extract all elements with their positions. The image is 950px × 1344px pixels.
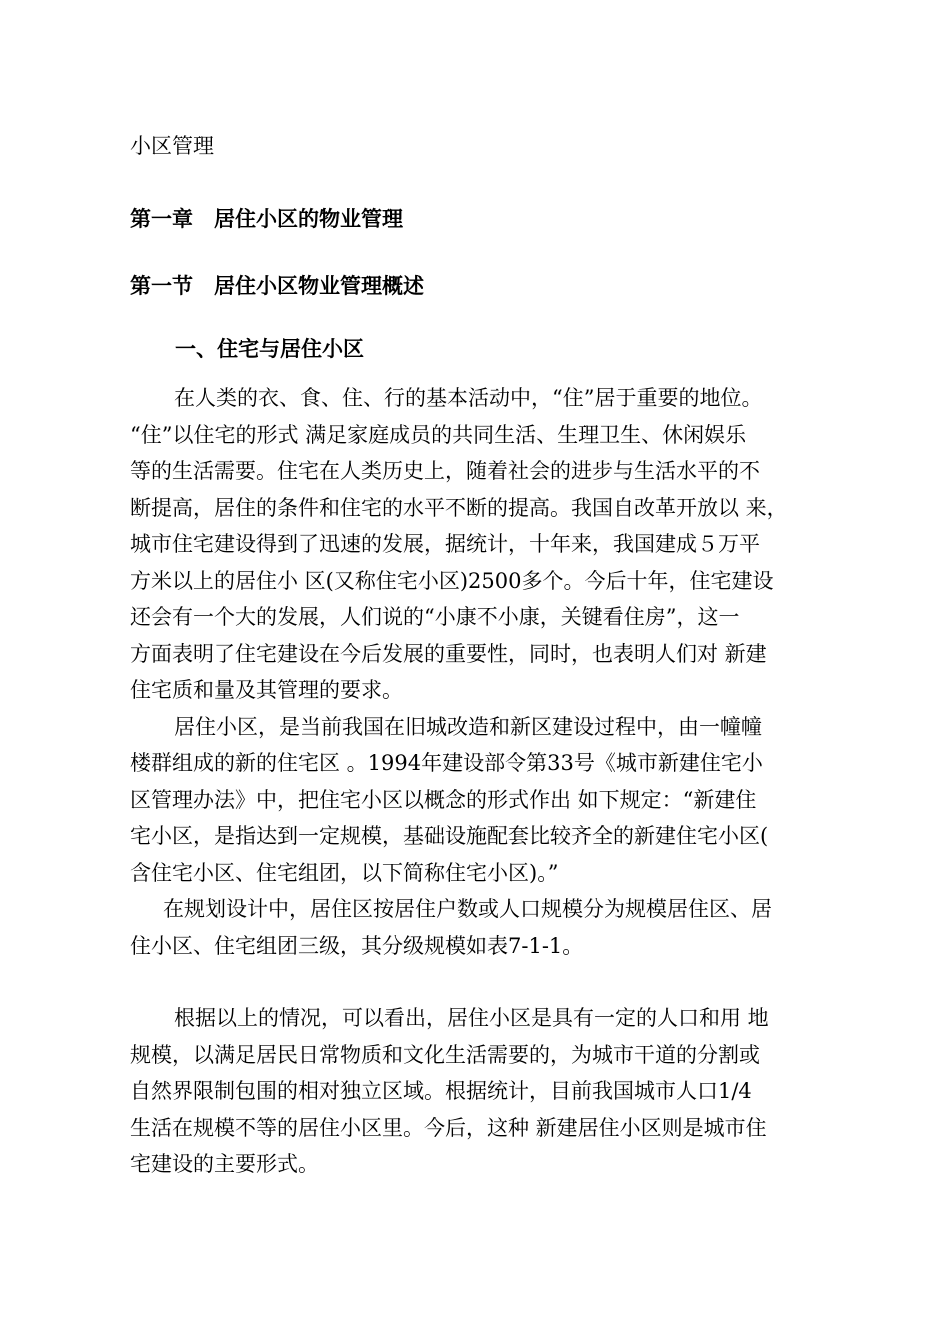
blank-space xyxy=(130,964,820,1000)
text-line: 根据以上的情况，可以看出，居住小区是具有一定的人口和用 地 xyxy=(174,1006,769,1030)
text-line: 规模，以满足居民日常物质和文化生活需要的，为城市干道的分割或 xyxy=(130,1042,760,1067)
paragraph-1 xyxy=(130,380,820,1183)
text-line: 方面表明了住宅建设在今后发展的重要性，同时，也表明人们对 新建 xyxy=(130,641,767,666)
text-line: 在规划设计中，居住区按居住户数或人口规模分为规模居住区、居 xyxy=(163,897,772,921)
text-line: 自然界限制包围的相对独立区域。根据统计，目前我国城市人口1/4 xyxy=(130,1079,752,1103)
section-heading: 第一节 居住小区物业管理概述 xyxy=(130,273,424,298)
text-line: “住”以住宅的形式 满足家庭成员的共同生活、生理卫生、休闲娱乐 xyxy=(130,422,747,447)
document-title: 小区管理 xyxy=(130,134,214,158)
text-line: 方米以上的居住小 区(又称住宅小区)2500多个。今后十年，住宅建设 xyxy=(130,568,774,593)
text-line: 住小区、住宅组团三级，其分级规模如表7-1-1。 xyxy=(130,933,584,958)
text-line: 楼群组成的新的住宅区 。1994年建设部令第33号《城市新建住宅小 xyxy=(130,751,763,775)
text-line: 在人类的衣、食、住、行的基本活动中，“住”居于重要的地位。 xyxy=(174,386,763,410)
text-line: 含住宅小区、住宅组团，以下简称住宅小区)。” xyxy=(130,860,559,885)
text-line: 居住小区，是当前我国在旧城改造和新区建设过程中，由一幢幢 xyxy=(174,714,762,739)
text-line: 区管理办法》中，把住宅小区以概念的形式作出 如下规定：“新建住 xyxy=(130,787,757,812)
text-line: 住宅质和量及其管理的要求。 xyxy=(130,678,403,702)
text-line: 城市住宅建设得到了迅速的发展，据统计，十年来，我国建成５万平 xyxy=(130,532,760,556)
text-line: 还会有一个大的发展，人们说的“小康不小康，关键看住房”，这一 xyxy=(130,605,740,629)
chapter-heading: 第一章 居住小区的物业管理 xyxy=(130,206,403,231)
text-line: 宅建设的主要形式。 xyxy=(130,1152,319,1176)
text-line: 等的生活需要。住宅在人类历史上，随着社会的进步与生活水平的不 xyxy=(130,459,760,483)
text-line: 宅小区，是指达到一定规模，基础设施配套比较齐全的新建住宅小区( xyxy=(130,824,769,848)
text-line: 生活在规模不等的居住小区里。今后，这种 新建居住小区则是城市住 xyxy=(130,1115,767,1140)
text-line: 断提高，居住的条件和住宅的水平不断的提高。我国自改革开放以 来， xyxy=(130,495,788,520)
subsection-heading: 一、住宅与居住小区 xyxy=(175,336,364,361)
